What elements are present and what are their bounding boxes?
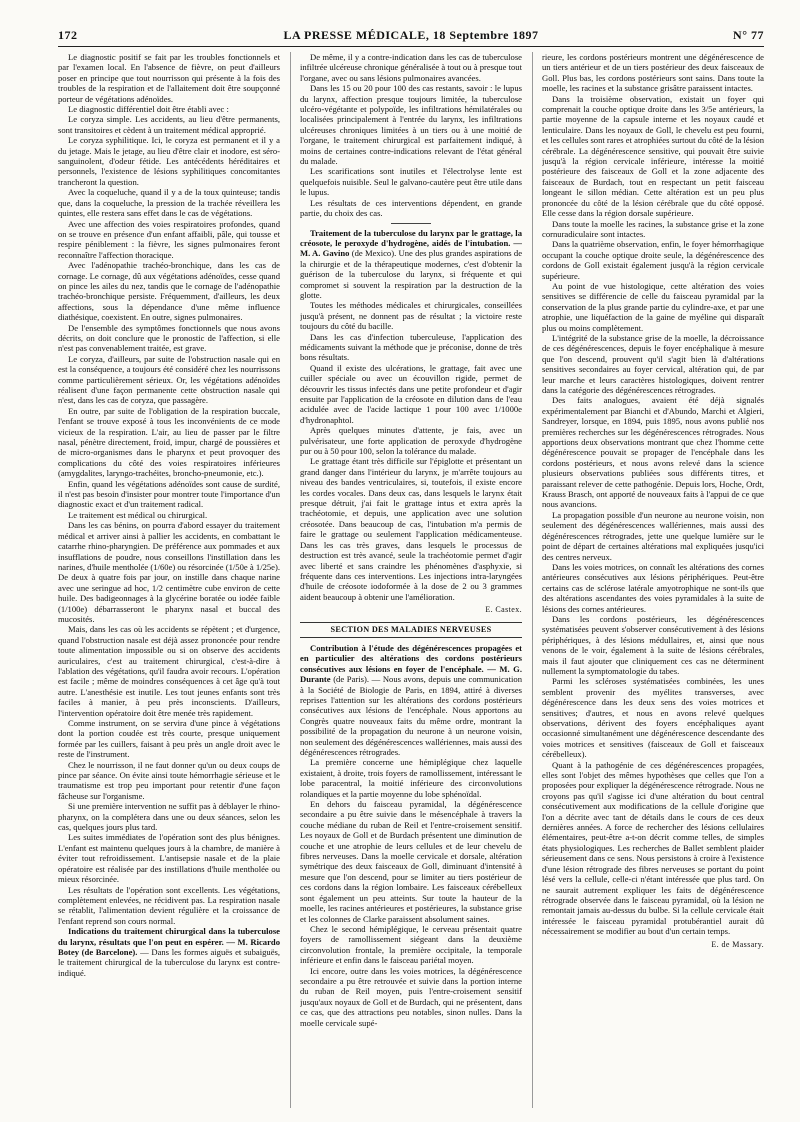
paragraph: De l'ensemble des symptômes fonctionnels que nous avons décrits, on doit conclure que le pronostic de l'affection, si elle n'est pas convenablement traitée, est grave.: [58, 322, 280, 354]
paragraph: Si une première intervention ne suffit pas à déblayer le rhino-pharynx, on la complétera dans une ou deux séances, selon les cas, quelques jours plus tard.: [58, 801, 280, 833]
paragraph: Les scarifications sont inutiles et l'électrolyse lente est quelquefois nuisible. Seul le galvano-cautère peut être utile dans le lupus.: [300, 166, 522, 198]
paragraph: Parmi les scléroses systématisées combinées, les unes semblent provenir des myélites transverses, avec dégénérescence dans les deux sens des voies motrices et sensitives; d'autres, et nous en avons relevé quelques observations, dérivent des foyers encéphaliques ayant occasionné simultanément une dégénérescence descendante des voies motrices et sensitives (faisceaux de Goll et faisceaux cérébelleux).: [542, 676, 764, 760]
article-botey: [58, 926, 280, 978]
column-3: [542, 52, 764, 1112]
paragraph: rieure, les cordons postérieurs montrent une dégénérescence de un tiers antérieur et de un tiers postérieur des deux faisceaux de Goll. Plus bas, les cordons postérieurs sont sains. Dans toute la moelle, les racines et la substance grisâtre paraissent intactes.: [542, 52, 764, 94]
paragraph: Des faits analogues, avaient été déjà signalés expérimentalement par Bianchi et d'Abundo, Marchi et Algieri, Sandreyer, lorsque, en 1894, puis 1895, nous avons publié nos premières recherches sur les dégénérescences rétrogrades. Nous apportions deux observations montrant que chez l'homme cette dégénérescence pouvait se propager de l'encéphale dans les cordons postérieurs, et nous avons relevé dans la science plusieurs observations publiées sous différents titres, et paraissant relever de cette pathogénie. Depuis lors, Hoche, Ordt, Krauss Brasch, ont apporté de nouveaux faits à l'appui de ce que nous avancions.: [542, 395, 764, 510]
paragraph: Le traitement est médical ou chirurgical.: [68, 509, 208, 520]
paragraph: Avec l'adénopathie trachéo-bronchique, dans les cas de cornage. Le cornage, dû aux végétations adénoïdes, cesse quand on pince les ailes du nez, tandis que le cornage de l'adénopathie trachéo-bronchique persiste. Fréquemment, d'ailleurs, les deux affections, sous la dépendance d'une même influence diathésique, coexistent. En outre, signes pulmonaires.: [58, 260, 280, 323]
paragraph: Dans les 15 ou 20 pour 100 des cas restants, savoir : le lupus du larynx, affection presque toujours limitée, la tuberculose ulcéro-végétante et polypoïde, les infiltrations hémilatérales ou localisées principalement à l'entrée du larynx, les infiltrations ulcéreuses chroniques limitées à un tiers ou à une moitié de l'organe, le traitement chirurgical est parfaitement indiqué, à moins de certaines contre-indications relevant de l'état général du malade.: [300, 83, 522, 167]
paragraph: La propagation possible d'un neurone au neurone voisin, non seulement des dégénérescences wallériennes, mais aussi des dégénérescences rétrogrades, jette une quelque lumière sur le point de départ de certaines altérations mal expliquées jusqu'ici des centres nerveux.: [542, 509, 764, 562]
paragraph: Le coryza syphilitique. Ici, le coryza est permanent et il y a du jetage. Mais le jetage, au lieu d'être clair et inodore, est séro-sanguinolent, d'odeur fétide. Les antécédents héréditaires et personnels, l'existence de lésions syphilitiques concomitantes trancheront la question.: [58, 135, 280, 187]
column-divider: [532, 52, 533, 1108]
article-body: — Dans les formes aiguës et subaiguës, le traitement chirurgical de la tuberculose du larynx est contre-indiqué.: [58, 946, 280, 978]
page-number: 172: [58, 28, 78, 42]
paragraph: En outre, par suite de l'obligation de la respiration buccale, l'enfant se trouve exposé à tous les inconvénients de ce mode vicieux de la respiration. L'air, au lieu de passer par le filtre nasal, pénètre directement, froid, impur, chargé de poussières et de micro-organismes dans le pharynx et peut provoquer des complications du côté des voies respiratoires inférieures (amygdalites, laryngo-trachéites, broncho-pneumonie, etc.).: [58, 405, 280, 479]
paragraph: Au point de vue histologique, cette altération des voies sensitives se différencie de celle du faisceau pyramidal par la conservation de la plus grande partie du cylindre-axe, et par une atrophie, une liquéfaction de la gaine de myéline qui disparaît plus ou moins complètement.: [542, 280, 764, 333]
paragraph: Quand il existe des ulcérations, le grattage, fait avec une cuiller spéciale ou avec un écouvillon rigide, permet de découvrir les tissus infectés dans une petite profondeur et d'agir ensuite par l'application de la créosote en dilution dans de l'eau acidulée avec de l'acide lactique 1 pour 100 avec 1/1000e d'hydronaphtol.: [300, 362, 522, 425]
header-rule: [58, 46, 764, 47]
paragraph: Après quelques minutes d'attente, je fais, avec un pulvérisateur, une forte application de peroxyde d'hydrogène pur ou à 50 pour 100, selon la tolérance du malade.: [300, 425, 522, 457]
paragraph: En dehors du faisceau pyramidal, la dégénérescence secondaire a pu être suivie dans le mésencéphale à travers la couche médiane du ruban de Reil et l'entre-croisement sensitif. Les noyaux de Goll et de Burdach présentent une diminution de couche et une atrophie de leurs cellules et de leur chevelu de fibres nerveuses. Dans la moelle cervicale et dorsale, altération symétrique des deux faisceaux de Goll, diminuant d'intensité à mesure que l'on descend, pour se limiter au tiers postérieur de ces cordons dans la région lombaire. Les faisceaux cérébelleux sont également un peu atteints. Sur toute la hauteur de la moelle, les racines antérieures et postérieures, la substance grise et les colonnes de Clarke paraissent absolument saines.: [300, 799, 522, 924]
paragraph: Chez le nourrisson, il ne faut donner qu'un ou deux coups de pince par séance. On évite ainsi toute hémorrhagie sérieuse et le traumatisme est trop peu important pour retentir d'une façon fâcheuse sur l'organisme.: [58, 759, 280, 801]
article-heading: Traitement de la tuberculose du larynx par le grattage, la créosote, le peroxyde d'hydrogène, aidés de l'intubation. — M. A. Gavino: [300, 227, 522, 259]
column-1: [58, 52, 280, 1112]
paragraph: Le grattage étant très difficile sur l'épiglotte et présentant un grand danger dans l'intérieur du larynx, je m'arrête toujours au niveau des bandes ventriculaires, si, toutefois, il existe encore les cordes vocales. Dans deux cas, dans lesquels le larynx était presque détruit, j'ai fait le grattage intus et extra après la trachéotomie, et depuis, une application avec une solution créosotée. Dans beaucoup de cas, l'intubation m'a permis de faire le grattage ou seulement l'application médicamenteuse. Dans les cas très graves, dans lesquels le processus de destruction est très avancé, seule la trachéotomie permet d'agir avec liberté et sans craindre les phénomènes d'asphyxie, si fréquente dans ces interventions. Les injections intra-laryngées d'huile de créosote iodoformée à la dose de 2 ou 3 grammes aident beaucoup à obtenir une l'amélioration.: [300, 456, 522, 602]
paragraph: Ici encore, outre dans les voies motrices, la dégénérescence secondaire a pu être retrouvée et suivie dans la portion interne du ruban de Reil moyen, puis l'entre-croisement sensitif jusqu'aux noyaux de Goll et de Burdach, qui ne présentent, dans ce cas, que des attractions peu notables, sinon nulles. Dans la moelle cervicale supé-: [300, 965, 522, 1028]
paragraph: Mais, dans les cas où les accidents se répètent ; et d'urgence, quand l'obstruction nasale est déjà assez prononcée pour rendre toute alimentation impossible ou si on observe des accidents auriculaires, c'est au traitement chirurgical, c'est-à-dire à l'ablation des végétations, qu'il faudra avoir recours. L'opération est facile ; même de moindres conséquences à cet âge qu'à tout autre. L'anesthésie est inutile. Les tout jeunes enfants sont très faciles à manier, à peu près inconscients. D'ailleurs, l'intervention opératoire doit être menée très rapidement.: [58, 624, 280, 718]
paragraph: Le diagnostic différentiel doit être établi avec :: [68, 104, 229, 115]
paragraph: Le coryza, d'ailleurs, par suite de l'obstruction nasale qui en est la conséquence, a toujours été considéré chez les nourrissons comme particulièrement sérieux. Or, les végétations adénoïdes réalisent d'une façon permanente cette obstruction nasale qui n'est, dans les cas de coryza, que passagère.: [58, 353, 280, 406]
column-divider: [290, 52, 291, 1108]
article-heading: Contribution à l'étude des dégénérescences propagées et en particulier des altérations des cordons postérieurs consécutives aux lésions en foyer de l'encéphale. — M. G. Durante: [300, 642, 522, 685]
article-gavino: [300, 228, 522, 301]
column-2: [300, 52, 522, 1112]
paragraph: L'intégrité de la substance grise de la moelle, la décroissance de ces dégénérescences, depuis le foyer encéphalique à mesure que l'on descend, prouvent qu'il s'agit bien là d'altérations sensitives secondaires au foyer cervical, altération qui, de par leur marche et leurs caractères histologiques, doivent rentrer dans la catégorie des dégénérescences rétrogrades.: [542, 332, 764, 395]
paragraph: La première concerne une hémiplégique chez laquelle existaient, à droite, trois foyers de ramollissement, intéressant le lobe paracentral, la moitié inférieure des circonvolutions rolandiques et la partie moyenne du lobe sphénoïdal.: [300, 757, 522, 799]
article-body: (de Paris). — Nous avons, depuis une communication à la Société de Biologie de Paris, en 1894, attiré à diverses reprises l'attention sur les altérations des cordons postérieurs consécutives aux lésions de l'encéphale. Nous apportons au Congrès quatre nouveaux faits du même ordre, montrant la possibilité de la propagation du neurone à un neurone voisin, non seulement des dégénérescences wallériennes, mais aussi des dégénérescences rétrogrades.: [300, 674, 522, 757]
signature: E. de Massary.: [711, 939, 764, 949]
paragraph: Dans les cas d'infection tuberculeuse, l'application des médicaments suivant la méthode que je préconise, donne de très bons résultats.: [300, 331, 522, 363]
paragraph: Dans les voies motrices, on connaît les altérations des cornes antérieures consécutives aux lésions périphériques. Peut-être certains cas de sclérose latérale amyotrophique ne sont-ils que des altérations ascendantes des voies pyramidales à la suite de lésions des cornes antérieures.: [542, 561, 764, 614]
journal-title: LA PRESSE MÉDICALE, 18 Septembre 1897: [283, 28, 539, 42]
paragraph: Avec une affection des voies respiratoires profondes, quand on se trouve en présence d'un enfant affaibli, pâle, qui tousse et respire péniblement : la fièvre, les signes pulmonaires feront reconnaître l'affection thoracique.: [58, 218, 280, 260]
paragraph: Quant à la pathogénie de ces dégénérescences propagées, elles sont l'objet des mêmes hypothèses que celles que l'on a proposées pour expliquer la dégénérescence rétrograde. Nous ne croyons pas qu'il s'agisse ici d'une altération du bout central consécutivement aux modifications de la cellule d'origine que l'on a décrite avec tant de détails dans le cours de ces deux dernières années. A force de rechercher des lésions cellulaires élémentaires, peut-être a-t-on décrit comme telles, de simples états physiologiques. Les recherches de Ballet semblent plaider sérieusement dans ce sens. Nous persistons à croire à l'existence d'une lésion rétrograde des fibres nerveuses se portant du point lésé vers la cellule, celle-ci n'étant intéressée que plus tard. On ne saurait autrement expliquer les faits de dégénérescence rétrograde observée dans le faisceau pyramidal, où la lésion ne remontait jamais au-dessus du bulbe. Si la cellule cervicale était intéressée le faisceau pyramidal protubérantiel aurait dû nécessairement se modifier au bout d'un certain temps.: [542, 759, 764, 937]
paragraph: Dans la troisième observation, existait un foyer qui comprenait la couche optique droite dans les 3/5e antérieurs, la partie moyenne de la capsule interne et les noyaux caudé et lenticulaire. Dans les noyaux de Goll, le chevelu est peu fourni, et les cellules sont rares et atrophiées surtout du côté de la lésion cérébrale. La dégénérescence sensitive, qui pouvait être suivie jusqu'à la région cervicale inférieure, intéresse la moitié postérieure des faisceaux de Goll et la zone adjacente des faisceaux de Burdach, tout en respectant un petit faisceau longeant le sillon médian. Cette altération est un peu plus prononcée du côté de la lésion cérébrale que du côté opposé. Elle cesse dans la région dorsale supérieure.: [542, 93, 764, 219]
paragraph: Le diagnostic positif se fait par les troubles fonctionnels et par l'examen local. En l'absence de fièvre, on peut d'ailleurs poser en principe que tout nourrisson qui présente à la fois des troubles de la respiration et de l'allaitement doit être soupçonné porteur de végétations adénoïdes.: [58, 52, 280, 104]
paragraph: Toutes les méthodes médicales et chirurgicales, conseillées jusqu'à présent, ne donnent pas de résultat ; la victoire reste toujours du côté du bacille.: [300, 300, 522, 332]
paragraph: Dans les cas bénins, on pourra d'abord essayer du traitement médical et arriver ainsi à pallier les accidents, en combattant le catarrhe rhino-pharyngien. De préférence aux pommades et aux insufflations de poudre, nous conseillons l'instillation dans les narines, d'huile mentholée (1/60e) ou résorcinée (1/50e à 1/25e). De deux à quatre fois par jour, on instille dans chaque narine avec une seringue ad hoc, 1/2 centimètre cube environ de cette huile. Des badigeonnages à la glycérine boratée ou iodée faible (1/100e) débarrasseront le pharynx nasal et buccal des mucosités.: [58, 520, 280, 624]
masthead: [58, 26, 764, 46]
section-title: SECTION DES MALADIES NERVEUSES: [300, 622, 522, 638]
signature: E. Castex.: [485, 605, 522, 615]
paragraph: Les résultats de ces interventions dépendent, en grande partie, du choix des cas.: [300, 197, 522, 219]
article-durante: [300, 643, 522, 757]
paragraph: Dans les cordons postérieurs, les dégénérescences systématisées peuvent s'observer consécutivement à des lésions périphériques, à des lésions médullaires, et, ainsi que nous venons de le voir, également à la suite de lésions cérébrales, mais il faut ajouter que cliniquement ces cas ne déterminent nullement la symptomatologie du tabes.: [542, 613, 764, 676]
paragraph: De même, il y a contre-indication dans les cas de tuberculose infiltrée ulcéreuse chronique généralisée à tout ou à presque tout l'organe, avec ou sans lésions pulmonaires avancées.: [300, 52, 522, 83]
paragraph: Les résultats de l'opération sont excellents. Les végétations, complètement enlevées, ne récidivent pas. La respiration nasale se rétablit, l'alimentation devient régulière et la croissance de l'enfant reprend son cours normal.: [58, 884, 280, 926]
paragraph: Comme instrument, on se servira d'une pince à végétations dont la portion coudée est très courte, presque uniquement formée par les cuillers, faisant à peu près un angle droit avec le reste de l'instrument.: [58, 718, 280, 760]
paragraph: Enfin, quand les végétations adénoïdes sont cause de surdité, il n'est pas besoin d'insister pour montrer toute l'importance d'un diagnostic exact et d'un traitement radical.: [58, 478, 280, 510]
paragraph: Le coryza simple. Les accidents, au lieu d'être permanents, sont transitoires et cèdent à un traitement médical approprié.: [58, 114, 280, 135]
paragraph: Avec la coqueluche, quand il y a de la toux quinteuse; tandis que, dans la coqueluche, la pression de la trachée réveillera les quintes, elle restera sans effet dans le cas de végétations.: [58, 187, 280, 219]
paragraph: Chez le second hémiplégique, le cerveau présentait quatre foyers de ramollissement siégeant dans la deuxième circonvolution frontale, la première occipitale, la temporale inférieure et enfin dans le faisceau pariétal moyen.: [300, 923, 522, 966]
paragraph: Dans toute la moelle les racines, la substance grise et la zone cornuradiculaire sont intactes.: [542, 218, 764, 239]
paragraph: Dans la quatrième observation, enfin, le foyer hémorrhagique occupant la couche optique droite seule, la dégénérescence des cordons de Goll existait également jusqu'à la région cervicale supérieure.: [542, 239, 764, 281]
article-body: (de Mexico). Une des plus grandes aspirations de la chirurgie et de la thérapeutique modernes, c'est d'obtenir la guérison de la tuberculose du larynx, si fréquente et qui compromet si souvent la respiration par la destruction de la glotte.: [300, 248, 522, 300]
paragraph: Les suites immédiates de l'opération sont des plus bénignes. L'enfant est maintenu quelques jours à la chambre, de manière à éviter tout refroidissement. L'antisepsie nasale et de la plaie opératoire est réalisée par des instillations d'huile mentholée ou mieux résorcinée.: [58, 832, 280, 885]
issue-number: N° 77: [733, 28, 764, 42]
article-separator: [391, 223, 431, 224]
article-heading: Indications du traitement chirurgical dans la tuberculose du larynx, résultats que l'on peut en espérer. — M. Ricardo Botey (de Barcelone).: [58, 926, 280, 957]
